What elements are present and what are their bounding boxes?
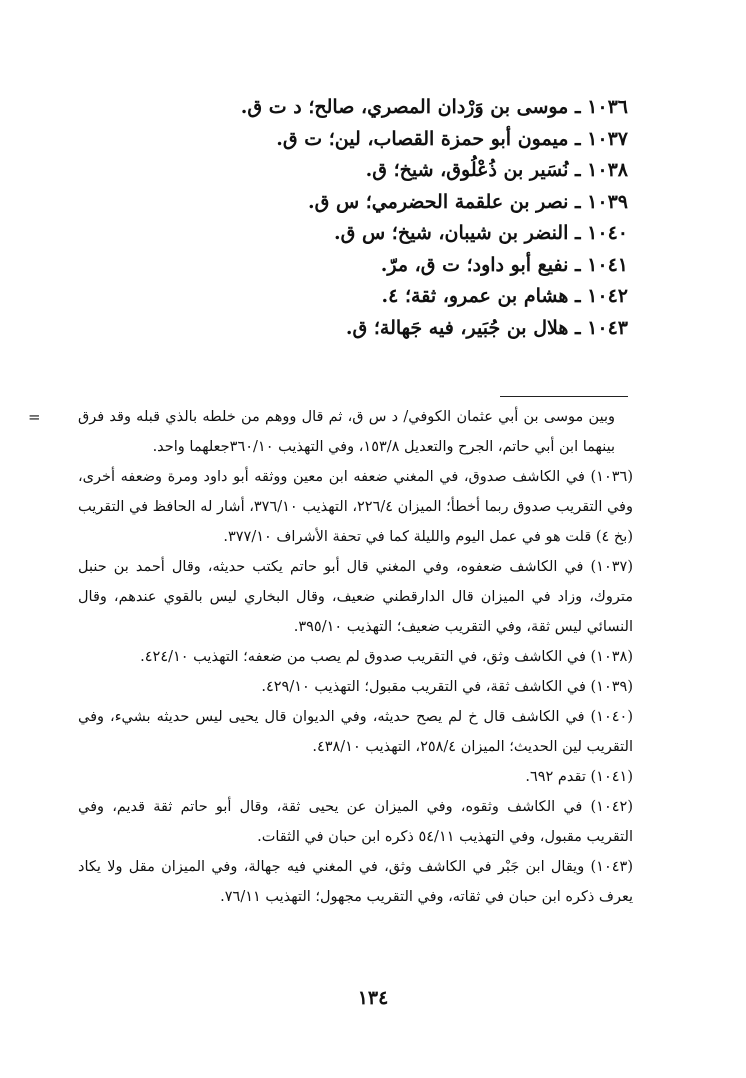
entry-1043: ١٠٤٣ ـ هلال بن جُبَير، فيه جَهالة؛ ق. xyxy=(345,316,628,339)
continuation-marker: = xyxy=(28,408,41,426)
continuation-text: وبين موسى بن أبي عثمان الكوفي/ د س ق، ثم قال ووهم من خلطه بالذي قبله وقد فرق بينهما ابن أبي حاتم، الجرح والتعديل ١٥٣/٨، وفي التهذيب ٣٦٠/١٠جعلهما واحد. xyxy=(78,409,615,455)
entry-1039: ١٠٣٩ ـ نصر بن علقمة الحضرمي؛ س ق. xyxy=(307,190,628,213)
footnote-1041: (١٠٤١) تقدم ٦٩٢. xyxy=(525,769,633,785)
narrator-entries xyxy=(68,92,628,344)
entry-1040: ١٠٤٠ ـ النضر بن شيبان، شيخ؛ س ق. xyxy=(334,222,628,244)
footnote-1039: (١٠٣٩) في الكاشف ثقة، في التقريب مقبول؛ التهذيب ٤٢٩/١٠. xyxy=(261,679,633,695)
footnote-continuation xyxy=(28,402,633,462)
footnotes xyxy=(28,402,633,912)
footnote-1037: (١٠٣٧) في الكاشف ضعفوه، وفي المغني قال أبو حاتم يكتب حديثه، وقال أحمد بن حنبل متروك، وزاد في الميزان قال الدارقطني ضعيف، وقال البخاري ليس بالقوي عندهم، وقال النسائي ليس ثقة، وفي التقريب ضعيف؛ التهذيب ٣٩٥/١٠. xyxy=(78,559,633,635)
footnote-1038: (١٠٣٨) في الكاشف وثق، في التقريب صدوق لم يصب من ضعفه؛ التهذيب ٤٢٤/١٠. xyxy=(140,649,633,665)
entry-1036: ١٠٣٦ ـ موسى بن وَرْدان المصري، صالح؛ د ت ق. xyxy=(240,96,628,118)
page-number: ١٣٤ xyxy=(357,987,389,1009)
entry-1037: ١٠٣٧ ـ ميمون أبو حمزة القصاب، لين؛ ت ق. xyxy=(276,127,628,150)
footnote-1036: (١٠٣٦) في الكاشف صدوق، في المغني ضعفه ابن معين ووثقه أبو داود ومرة وضعفه أخرى، وفي التقريب صدوق ربما أخطأ؛ الميزان ٢٢٦/٤، التهذيب ٣٧٦/١٠، أشار له الحافظ في التقريب (بخ ٤) قلت هو في عمل اليوم والليلة كما في تحفة الأشراف ٣٧٧/١٠. xyxy=(78,469,633,545)
footnote-divider xyxy=(500,396,628,397)
footnote-1040: (١٠٤٠) في الكاشف قال خ لم يصح حديثه، وفي الديوان قال يحيى ليس حديثه بشيء، وفي التقريب لين الحديث؛ الميزان ٢٥٨/٤، التهذيب ٤٣٨/١٠. xyxy=(78,709,633,755)
entry-1038: ١٠٣٨ ـ نُسَير بن ذُعْلُوق، شيخ؛ ق. xyxy=(365,159,628,181)
entry-1042: ١٠٤٢ ـ هشام بن عمرو، ثقة؛ ٤. xyxy=(381,285,628,307)
footnote-1042: (١٠٤٢) في الكاشف وثقوه، وفي الميزان عن يحيى ثقة، وقال أبو حاتم ثقة قديم، وفي التقريب مقبول، وفي التهذيب ٥٤/١١ ذكره ابن حبان في الثقات. xyxy=(78,799,633,845)
footnote-1043: (١٠٤٣) ويقال ابن جَبْر في الكاشف وثق، في المغني فيه جهالة، وفي الميزان مقل ولا يكاد يعرف ذكره ابن حبان في ثقاته، وفي التقريب مجهول؛ التهذيب ٧٦/١١. xyxy=(78,859,633,905)
entry-1041: ١٠٤١ ـ نفيع أبو داود؛ ت ق، مرّ. xyxy=(380,253,628,276)
